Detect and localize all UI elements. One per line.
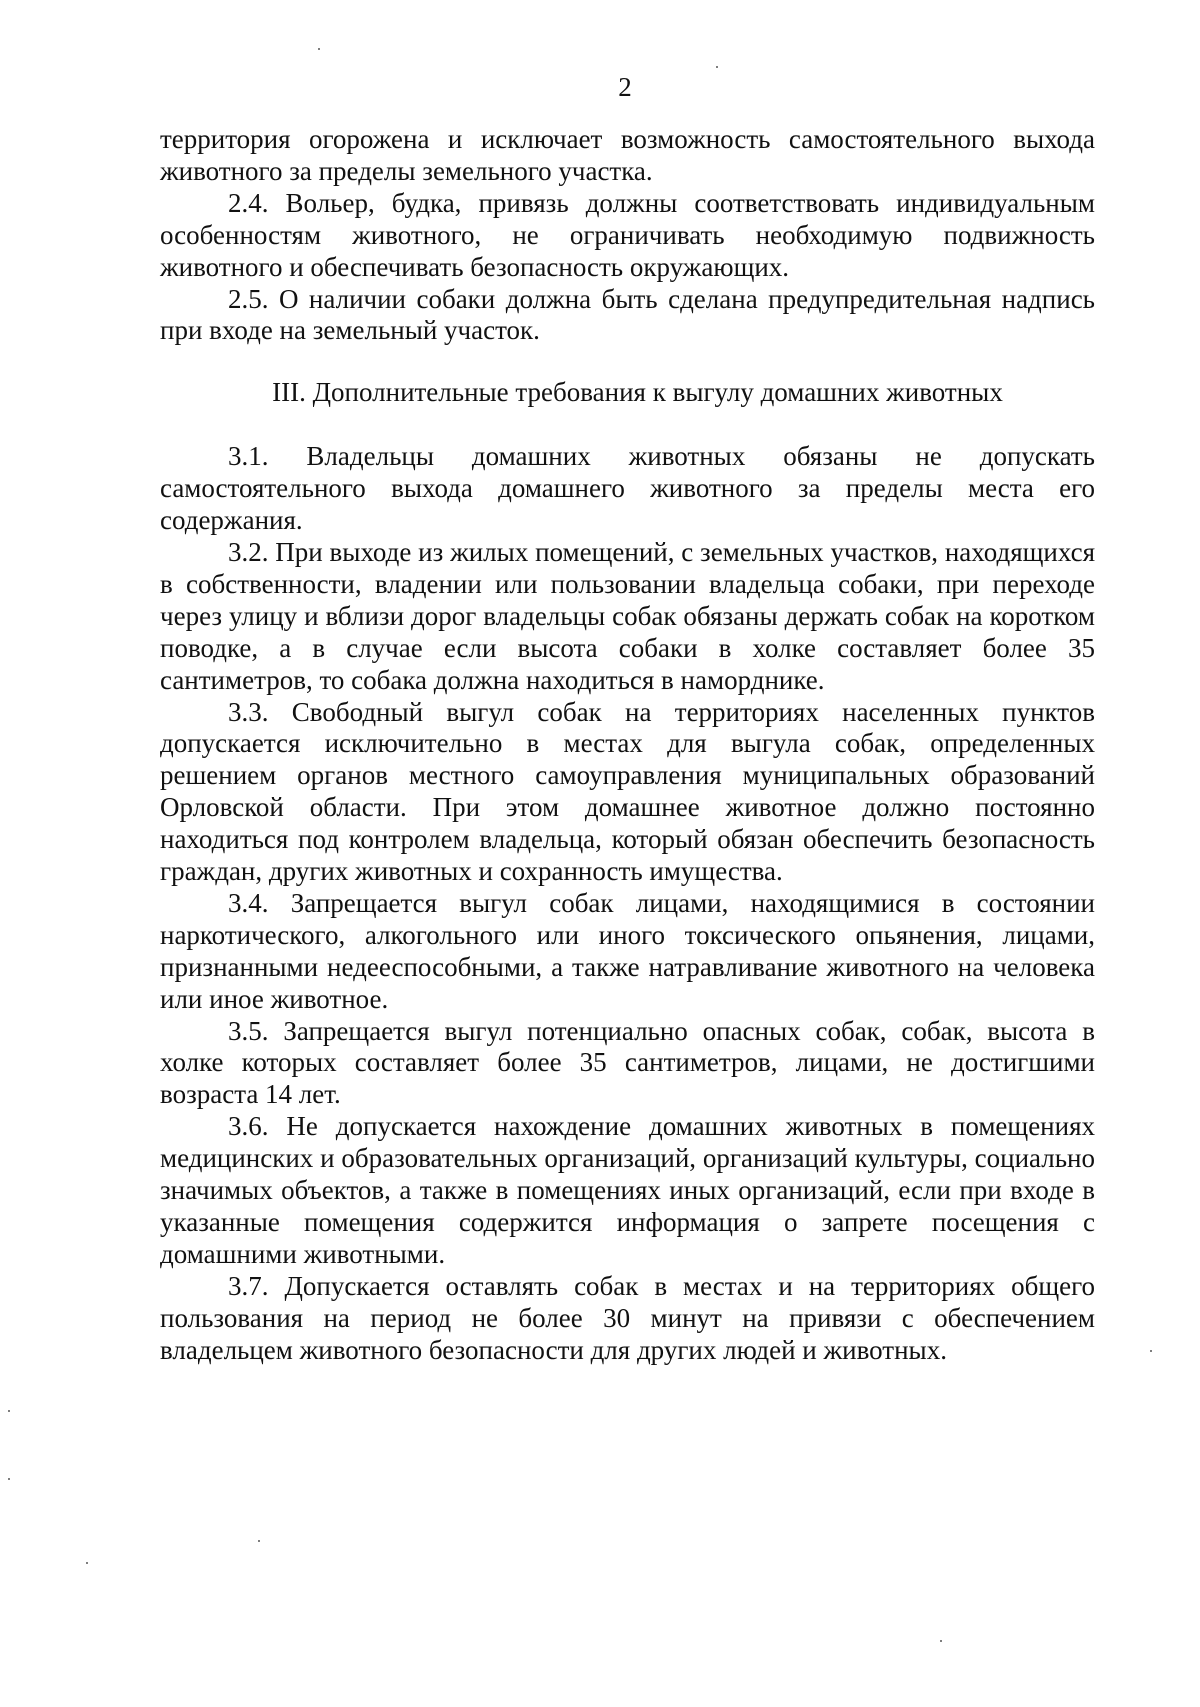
scan-speck (716, 66, 718, 68)
section-heading: III. Дополнительные требования к выгулу домашних животных (272, 377, 1003, 408)
paragraph-3-2: 3.2. При выходе из жилых помещений, с земельных участков, находящихся в собственности, владении или пользовании владельца собаки, при переходе через улицу и вблизи дорог владельцы собак обязаны держать собак на коротком поводке, а в случае если высота собаки в холке составляет более 35 сантиметров, то собака должна находиться в наморднике. (160, 536, 1095, 695)
page-number: 2 (618, 72, 632, 102)
paragraph-continuation: территория огорожена и исключает возможность самостоятельного выхода животного за пределы земельного участка. (160, 124, 1095, 186)
scan-speck (258, 1540, 260, 1542)
paragraph-3-1: 3.1. Владельцы домашних животных обязаны не допускать самостоятельного выхода домашнего животного за пределы места его содержания. (160, 441, 1095, 536)
paragraph-3-5: 3.5. Запрещается выгул потенциально опасных собак, собак, высота в холке которых составляет более 35 сантиметров, лицами, не достигшими возраста 14 лет. (160, 1015, 1095, 1110)
paragraph-3-6: 3.6. Не допускается нахождение домашних животных в помещениях медицинских и образовательных организаций, организаций культуры, социально значимых объектов, а также в помещениях иных организаций, если при входе в указанные помещения содержится информация о запрете посещения с домашними животными. (160, 1111, 1095, 1269)
scan-speck (1150, 1350, 1152, 1352)
paragraph-2-4: 2.4. Вольер, будка, привязь должны соответствовать индивидуальным особенностям животного, не ограничивать необходимую подвижность животного и обеспечивать безопасность окружающих. (160, 187, 1095, 282)
scan-speck (8, 1410, 10, 1412)
paragraph-2-5: 2.5. О наличии собаки должна быть сделана предупредительная надпись при входе на земельный участок. (160, 283, 1095, 346)
document-body (160, 124, 1095, 1367)
paragraph-3-7: 3.7. Допускается оставлять собак в местах и на территориях общего пользования на период не более 30 минут на привязи с обеспечением владельцем животного безопасности для других людей и животных. (160, 1270, 1095, 1365)
paragraph-3-3: 3.3. Свободный выгул собак на территориях населенных пунктов допускается исключительно в местах для выгула собак, определенных решением органов местного самоуправления муниципальных образований Орловской области. При этом домашнее животное должно постоянно находиться под контролем владельца, который обязан обеспечить безопасность граждан, других животных и сохранность имущества. (160, 696, 1095, 887)
paragraph-3-4: 3.4. Запрещается выгул собак лицами, находящимися в состоянии наркотического, алкогольного или иного токсического опьянения, лицами, признанными недееспособными, а также натравливание животного на человека или иное животное. (160, 887, 1095, 1014)
scan-speck (86, 1562, 88, 1564)
scan-speck (940, 1640, 942, 1642)
scan-speck (8, 1478, 10, 1480)
scan-speck (318, 48, 320, 50)
